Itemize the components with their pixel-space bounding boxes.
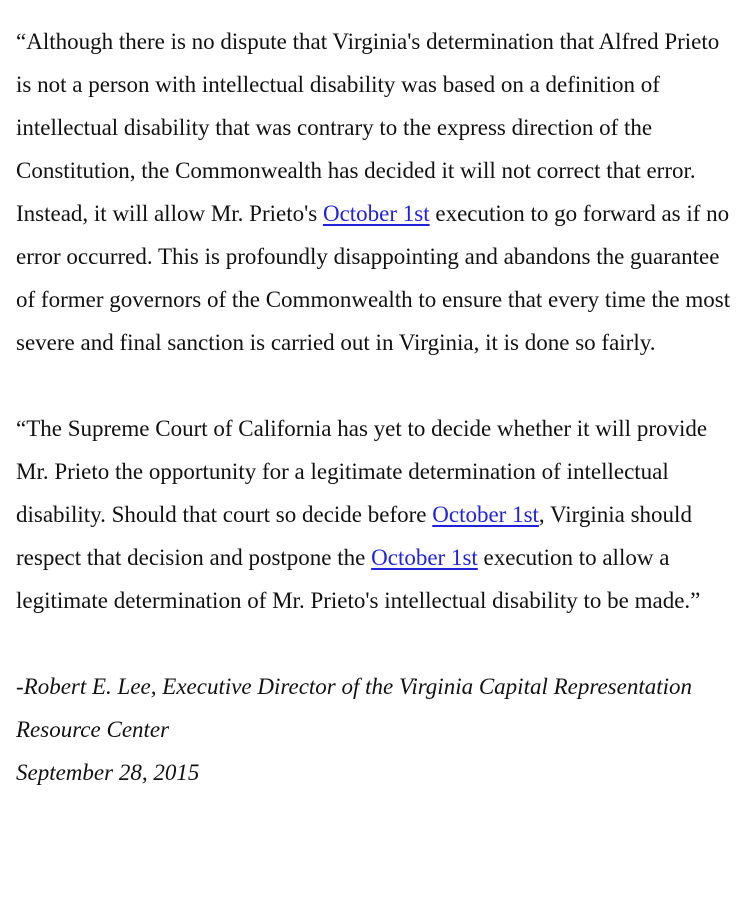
attribution-author: -Robert E. Lee, Executive Director of the Virginia Capital Representation Resource Center [16, 674, 692, 742]
quote-paragraph-1 [16, 20, 739, 364]
quote-2-text-start: “The Supreme Court of California has yet to decide whether it will provide Mr. Prieto the opportunity for a legitimate determination of intellectual disability. Should that court so decide before [16, 416, 708, 527]
paragraph-spacer [16, 622, 739, 665]
october-1st-link[interactable]: October 1st [371, 545, 478, 570]
paragraph-spacer [16, 364, 739, 407]
october-1st-link[interactable]: October 1st [432, 502, 539, 527]
quote-1-text-start: “Although there is no dispute that Virginia's determination that Alfred Prieto is not a person with intellectual disability was based on a definition of intellectual disability that was contrary to the express direction of the Constitution, the Commonwealth has decided it will not correct that error. Instead, it will allow Mr. Prieto's [16, 29, 720, 226]
quote-2-text-middle: , Virginia should respect that decision and postpone the [16, 502, 692, 570]
quote-1-text-end: execution to go forward as if no error occurred. This is profoundly disappointing and abandons the guarantee of former governors of the Commonwealth to ensure that every time the most severe and final sanction is carried out in Virginia, it is done so fairly. [16, 201, 731, 355]
october-1st-link[interactable]: October 1st [322, 201, 430, 226]
attribution-date: September 28, 2015 [16, 760, 200, 785]
quote-paragraph-2 [16, 407, 739, 622]
quote-2-text-end: execution to allow a legitimate determination of Mr. Prieto's intellectual disability to be made.” [16, 545, 701, 613]
